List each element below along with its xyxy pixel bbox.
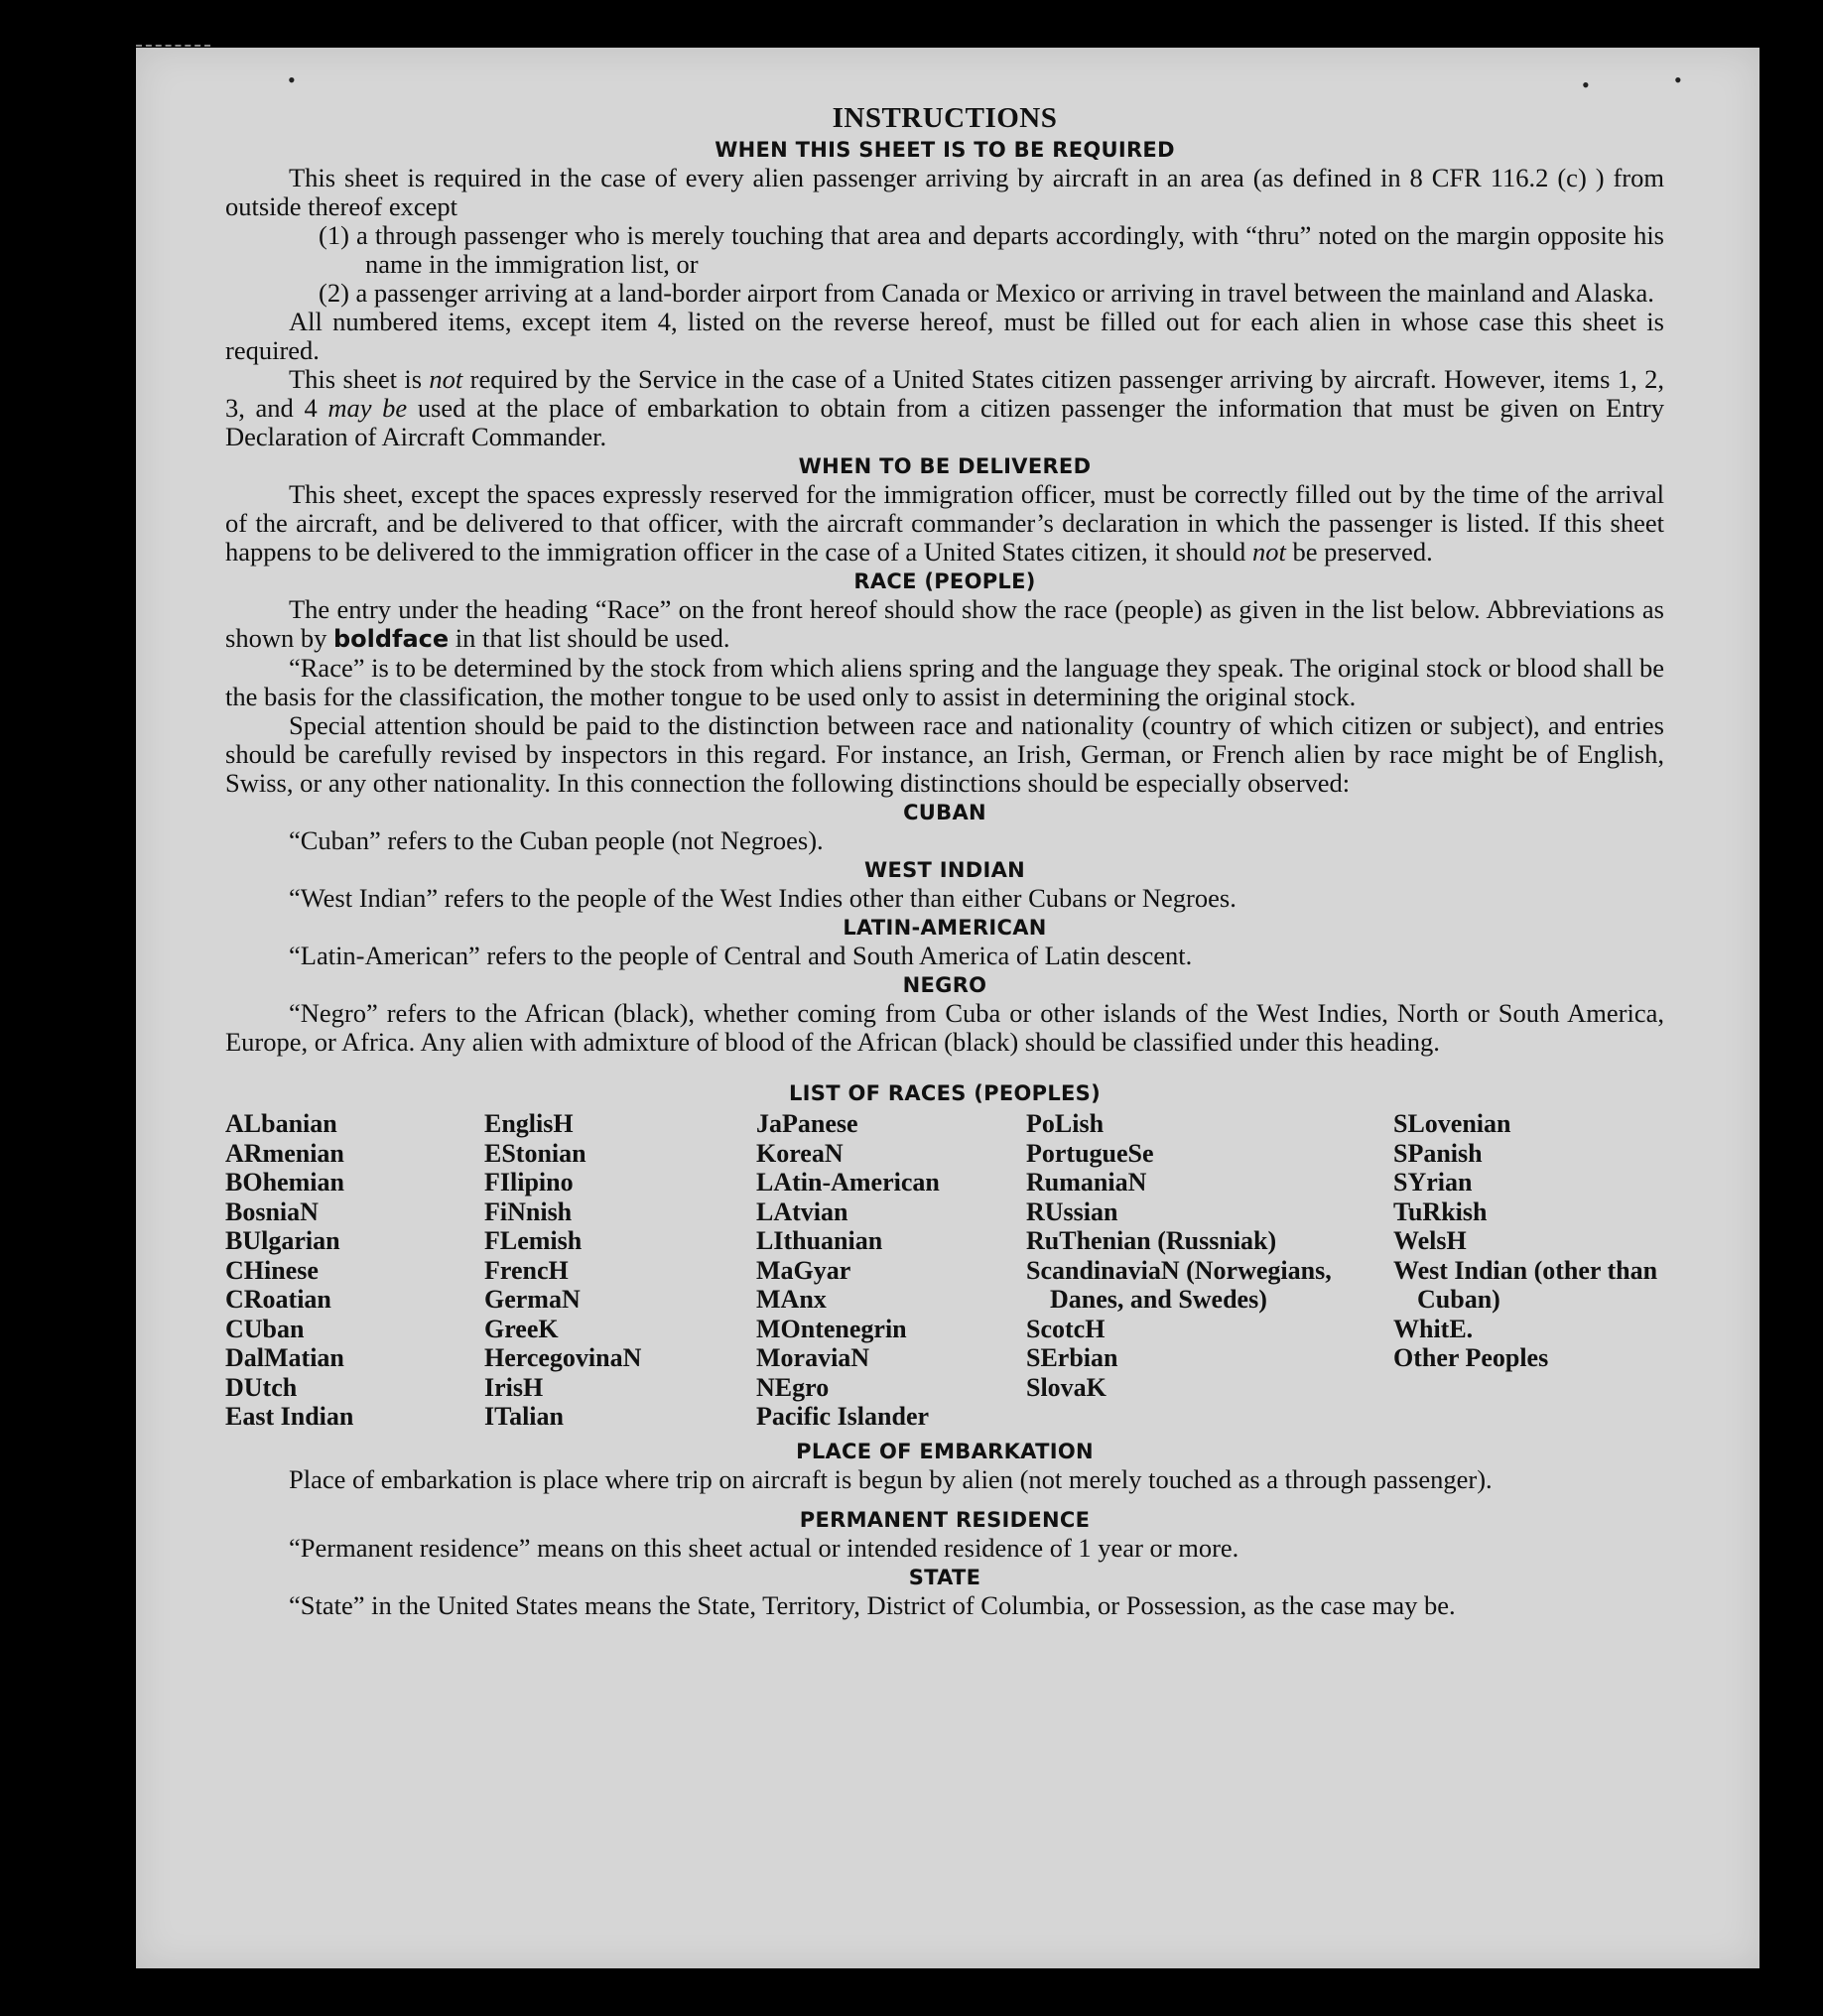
race-item: DUtch bbox=[225, 1372, 298, 1402]
race-item: PortugueSe bbox=[1026, 1138, 1154, 1168]
instructions-content bbox=[225, 102, 1664, 1620]
race-item: CUban bbox=[225, 1314, 305, 1343]
race-item: SlovaK bbox=[1026, 1372, 1107, 1402]
race-item: MOntenegrin bbox=[756, 1314, 907, 1343]
para-citizen: This sheet is not required by the Service in the case of a United States citizen passenger arriving by aircraft. However, items 1, 2, 3, and 4 may be used at the place of embarkation to obtain from a citizen passenger the information that must be given on Entry Declaration of Aircraft Commander. bbox=[225, 364, 1664, 451]
heading-cuban: CUBAN bbox=[903, 801, 986, 824]
race-item: CRoatian bbox=[225, 1285, 331, 1314]
race-item: GreeK bbox=[484, 1314, 559, 1343]
race-item: TuRkish bbox=[1393, 1197, 1488, 1226]
race-item: ALbanian bbox=[225, 1109, 337, 1138]
exception-2: (2) a passenger arriving at a land-border airport from Canada or Mexico or arriving in travel between the mainland and Alaska. bbox=[319, 278, 1654, 308]
race-item: FIlipino bbox=[484, 1168, 574, 1197]
heading-when-required: WHEN THIS SHEET IS TO BE REQUIRED bbox=[715, 138, 1175, 162]
race-item: RumaniaN bbox=[1026, 1168, 1147, 1197]
race-item: LIthuanian bbox=[756, 1226, 883, 1255]
race-item: BUlgarian bbox=[225, 1226, 340, 1255]
heading-west-indian: WEST INDIAN bbox=[863, 858, 1026, 882]
document-page bbox=[136, 48, 1759, 1968]
race-item: Other Peoples bbox=[1393, 1343, 1549, 1372]
heading-race: RACE (PEOPLE) bbox=[853, 569, 1036, 593]
speck: • bbox=[1582, 72, 1590, 97]
race-item: SLovenian bbox=[1393, 1109, 1511, 1138]
heading-negro: NEGRO bbox=[902, 973, 987, 997]
race-item: MaGyar bbox=[756, 1255, 851, 1285]
def-cuban: “Cuban” refers to the Cuban people (not Negroes). bbox=[289, 825, 824, 855]
page-edge-mark bbox=[136, 45, 210, 47]
race-item: Pacific Islander bbox=[756, 1402, 930, 1431]
races-column-1 bbox=[225, 1109, 473, 1432]
race-item: EStonian bbox=[484, 1138, 586, 1168]
def-permanent-residence: “Permanent residence” means on this sheet actual or intended residence of 1 year or more. bbox=[289, 1533, 1239, 1563]
race-item: SYrian bbox=[1393, 1168, 1473, 1197]
race-item: FrencH bbox=[484, 1255, 569, 1285]
race-item: DalMatian bbox=[225, 1343, 344, 1372]
heading-list-of-races: LIST OF RACES (PEOPLES) bbox=[788, 1081, 1101, 1105]
race-item: RUssian bbox=[1026, 1197, 1118, 1226]
race-item: NEgro bbox=[756, 1372, 830, 1402]
race-item: RuThenian (Russniak) bbox=[1026, 1226, 1277, 1255]
race-item: WhitE. bbox=[1393, 1314, 1474, 1343]
race-item: SPanish bbox=[1393, 1138, 1483, 1168]
race-item: LAtin-American bbox=[756, 1168, 940, 1197]
race-item: SErbian bbox=[1026, 1343, 1118, 1372]
race-item: JaPanese bbox=[756, 1109, 858, 1138]
race-item: FLemish bbox=[484, 1226, 583, 1255]
def-state: “State” in the United States means the State, Territory, District of Columbia, or Possession, as the case may be. bbox=[289, 1590, 1456, 1620]
race-item: ITalian bbox=[484, 1402, 564, 1431]
race-item: MoraviaN bbox=[756, 1343, 870, 1372]
def-latin-american: “Latin-American” refers to the people of Central and South America of Latin descent. bbox=[289, 941, 1193, 970]
race-item: FiNnish bbox=[484, 1197, 573, 1226]
para-delivered: This sheet, except the spaces expressly reserved for the immigration officer, must be correctly filled out by the time of the arrival of the aircraft, and be delivered to that officer, with the aircraft commander’s declaration in which the passenger is listed. If this sheet happens to be delivered to the immigration officer in the case of a United States citizen, it should not be preserved. bbox=[225, 479, 1664, 567]
heading-state: STATE bbox=[908, 1566, 981, 1589]
race-item: LAtvian bbox=[756, 1197, 848, 1226]
races-column-3 bbox=[756, 1109, 1014, 1432]
exception-1: (1) a through passenger who is merely touching that area and departs accordingly, with “thru” noted on the margin opposite his name in the immigration list, or bbox=[319, 220, 1664, 279]
races-list bbox=[225, 1109, 1664, 1437]
race-item: BosniaN bbox=[225, 1197, 319, 1226]
race-item: IrisH bbox=[484, 1372, 544, 1402]
para-numbered-items: All numbered items, except item 4, listed on the reverse hereof, must be filled out for each alien in whose case this sheet is required. bbox=[225, 307, 1664, 365]
heading-when-delivered: WHEN TO BE DELIVERED bbox=[798, 454, 1092, 478]
para-race-entry: The entry under the heading “Race” on the front hereof should show the race (people) as given in the list below. Abbreviations as shown by boldface in that list should be used. bbox=[225, 594, 1664, 653]
race-item: ScandinaviaN (Norwegians, Danes, and Swedes) bbox=[1026, 1255, 1332, 1314]
def-place-of-embarkation: Place of embarkation is place where trip on aircraft is begun by alien (not merely touched as a through passenger). bbox=[289, 1464, 1493, 1494]
race-item: GermaN bbox=[484, 1285, 581, 1314]
race-item: WelsH bbox=[1393, 1226, 1467, 1255]
para-special-attention: Special attention should be paid to the distinction between race and nationality (country of which citizen or subject), and entries should be carefully revised by inspectors in this regard. For instance, an Irish, German, or French alien by race might be of English, Swiss, or any other nationality. In this connection the following distinctions should be especially observed: bbox=[225, 710, 1664, 798]
race-item: ScotcH bbox=[1026, 1314, 1106, 1343]
race-item: KoreaN bbox=[756, 1138, 844, 1168]
heading-latin-american: LATIN-AMERICAN bbox=[843, 916, 1047, 940]
race-item: MAnx bbox=[756, 1285, 827, 1314]
races-column-5 bbox=[1393, 1109, 1671, 1373]
def-west-indian: “West Indian” refers to the people of the West Indies other than either Cubans or Negroes. bbox=[289, 883, 1237, 913]
heading-place-of-embarkation: PLACE OF EMBARKATION bbox=[796, 1440, 1094, 1463]
race-item: EnglisH bbox=[484, 1109, 574, 1138]
race-item: West Indian (other than Cuban) bbox=[1393, 1255, 1658, 1314]
def-negro: “Negro” refers to the African (black), whether coming from Cuba or other islands of the West Indies, North or South America, Europe, or Africa. Any alien with admixture of blood of the African (black) should be classified under this heading. bbox=[225, 998, 1664, 1057]
para-race-determined: “Race” is to be determined by the stock from which aliens spring and the language they speak. The original stock or blood shall be the basis for the classification, the mother tongue to be used only to assist in determining the original stock. bbox=[225, 653, 1664, 711]
heading-permanent-residence: PERMANENT RESIDENCE bbox=[799, 1508, 1091, 1532]
race-item: BOhemian bbox=[225, 1168, 344, 1197]
race-item: HercegovinaN bbox=[484, 1343, 642, 1372]
speck: • bbox=[288, 67, 296, 92]
race-item: East Indian bbox=[225, 1402, 354, 1431]
race-item: ARmenian bbox=[225, 1138, 344, 1168]
races-column-2 bbox=[484, 1109, 742, 1432]
race-item: PoLish bbox=[1026, 1109, 1105, 1138]
races-column-4 bbox=[1026, 1109, 1349, 1402]
speck: • bbox=[1674, 67, 1682, 92]
page-title: INSTRUCTIONS bbox=[832, 102, 1058, 134]
para-required: This sheet is required in the case of every alien passenger arriving by aircraft in an area (as defined in 8 CFR 116.2 (c) ) from outside thereof except bbox=[225, 163, 1664, 221]
race-item: CHinese bbox=[225, 1255, 319, 1285]
